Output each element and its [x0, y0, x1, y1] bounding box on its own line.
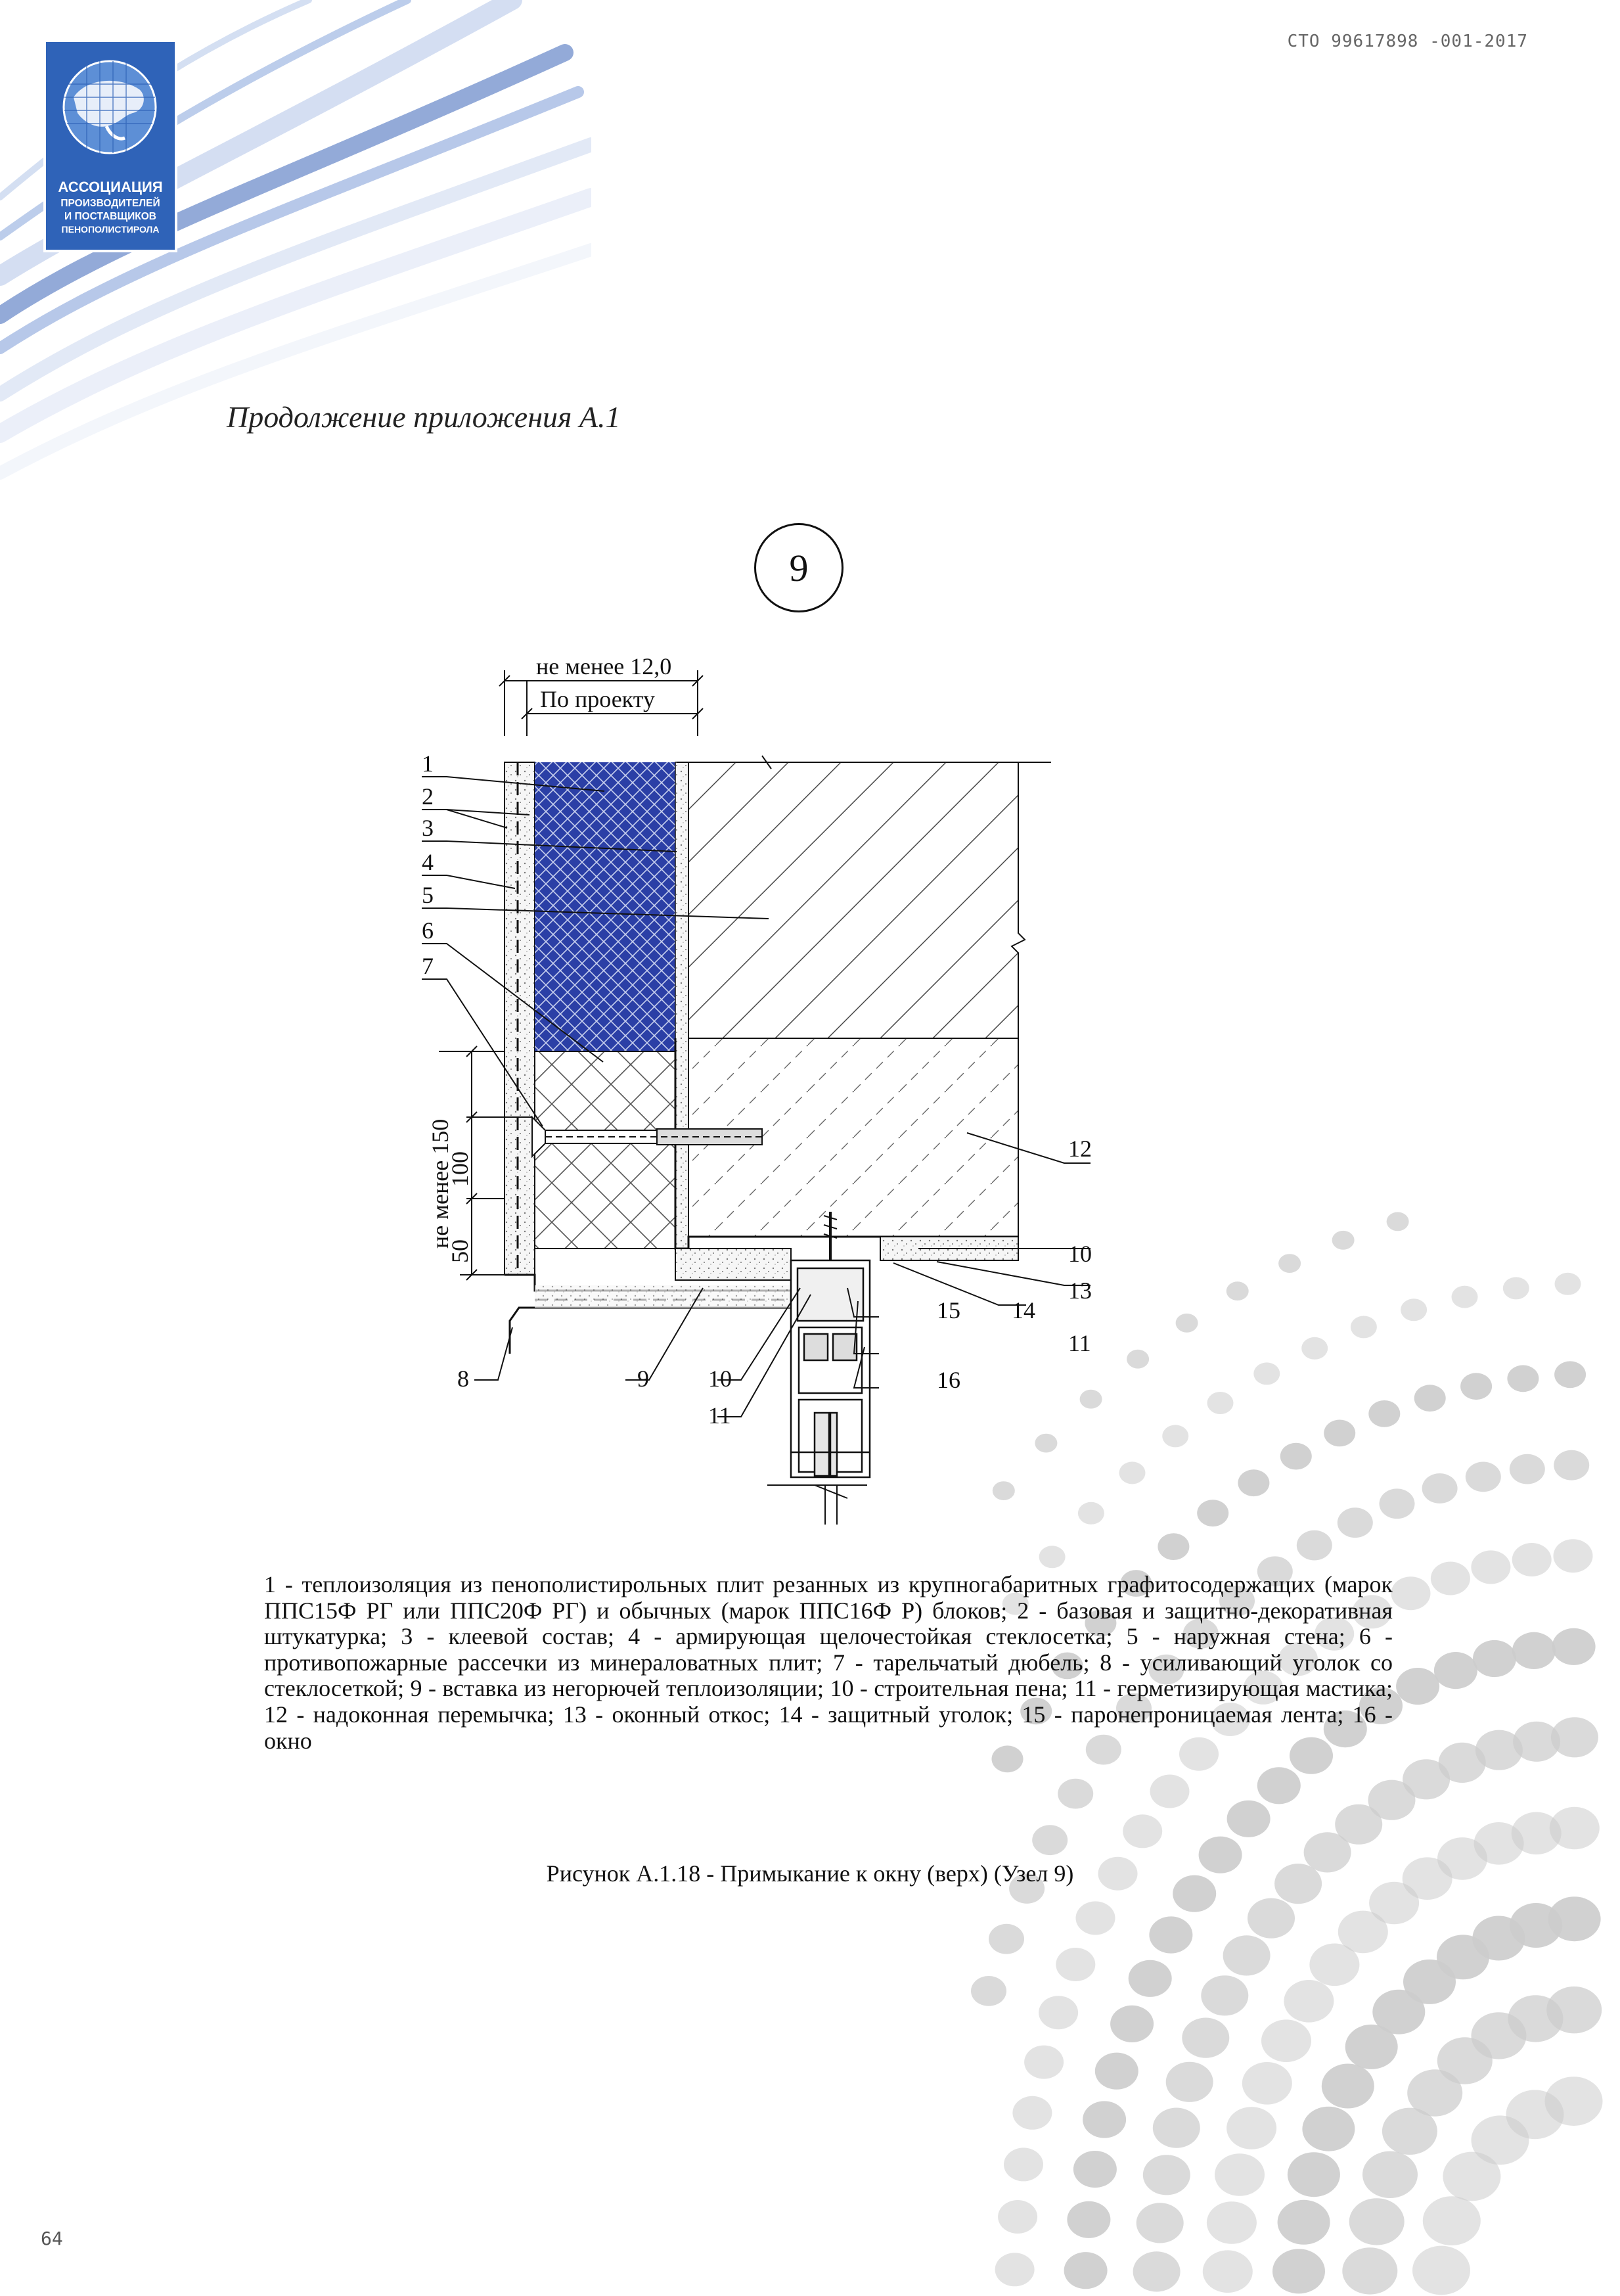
globe-icon [60, 58, 159, 156]
decorative-dot [1123, 1814, 1162, 1848]
logo-text-line4: ПЕНОПОЛИСТИРОЛА [61, 224, 160, 235]
decorative-dot [1149, 1916, 1192, 1953]
decorative-dot [998, 2200, 1037, 2234]
callout-9: 9 [637, 1366, 649, 1392]
decorative-dot [1278, 1254, 1301, 1273]
decorative-dot [1301, 1337, 1328, 1360]
logo-text-line1: АССОЦИАЦИЯ [58, 179, 163, 195]
dim-left-total-label: не менее 150 [427, 1118, 453, 1249]
decorative-dot [1555, 1273, 1581, 1295]
callout-11-left: 11 [708, 1402, 731, 1429]
decorative-dot [1257, 1767, 1301, 1804]
decorative-dot [1342, 2247, 1397, 2294]
decorative-dot [1024, 2046, 1064, 2079]
callout-10-right: 10 [1068, 1241, 1092, 1267]
decorative-dot [1387, 1212, 1409, 1231]
decorative-dot [1414, 1385, 1446, 1412]
logo-text-line3: И ПОСТАВЩИКОВ [64, 211, 156, 222]
decorative-dot [1127, 1350, 1149, 1369]
callout-13: 13 [1068, 1277, 1092, 1304]
decorative-dot [1153, 2108, 1200, 2148]
decorative-dot [995, 2253, 1035, 2286]
decorative-dot [1056, 1948, 1095, 1981]
decorative-dot [1129, 1960, 1172, 1997]
decorative-dot [971, 1976, 1006, 2006]
callout-4: 4 [422, 849, 434, 875]
decorative-dot [1391, 1576, 1431, 1610]
decorative-dot [1280, 1443, 1312, 1470]
callout-11-right: 11 [1068, 1330, 1091, 1356]
decorative-dot [1095, 2053, 1138, 2090]
decorative-dot [1422, 1473, 1458, 1504]
decorative-dot [1215, 2153, 1265, 2196]
decorative-dot [1554, 1450, 1589, 1481]
decorative-dot [1203, 2250, 1253, 2293]
decorative-dot [1548, 1896, 1601, 1941]
decorative-dot [1338, 1507, 1373, 1538]
decorative-dot [1242, 2062, 1292, 2105]
decorative-dot [1223, 1935, 1271, 1975]
decorative-dot [1284, 1980, 1334, 2023]
callout-6: 6 [422, 917, 434, 944]
decorative-dot [1368, 1400, 1400, 1427]
logo-text-line2: ПРОИЗВОДИТЕЛЕЙ [60, 198, 160, 209]
decorative-dot [1197, 1500, 1228, 1527]
decorative-dot [1272, 2249, 1325, 2293]
decorative-dot [1076, 1901, 1115, 1935]
decorative-dot [1362, 2151, 1418, 2198]
decorative-dot [1452, 1286, 1478, 1308]
callout-14: 14 [1012, 1297, 1035, 1323]
node-number: 9 [789, 546, 809, 589]
decorative-dot [1133, 2251, 1181, 2291]
figure-legend: 1 - теплоизоляция из пенополистирольных плит резанных из крупногабаритных графитосодержащих (марок ППС15Ф РГ или ППС20Ф РГ) и обычных (марок ППС16Ф Р) блоков; 2 - базовая и защитно-декоративная штукатурка; 3 - клеевой состав; 4 - армирующая щелочестойкая стеклосетка; 5 - наружная стена; 6 - противопожарные рассечки из минераловатных плит; 7 - тарельчатый дюбель; 8 - усиливающий уголок со стеклосеткой; 9 - вставка из негорючей теплоизоляции; 10 - строительная пена; 11 - герметизирующая мастика; 12 - надоконная перемычка; 13 - оконный откос; 14 - защитный уголок; 15 - паронепроницаемая лента; 16 - окно [264, 1571, 1393, 1754]
decorative-dot [1503, 1277, 1529, 1299]
decorative-dot [1434, 1652, 1477, 1689]
decorative-dot [1083, 2101, 1126, 2138]
decorative-dot [1150, 1775, 1190, 1808]
decorative-dot [1261, 2019, 1311, 2062]
decorative-dot [1552, 1628, 1596, 1665]
dim-top-outer-label: не менее 12,0 [536, 653, 672, 679]
decorative-dot [1554, 1539, 1593, 1573]
dim-left-100-label: 100 [447, 1151, 473, 1187]
decorative-dot [1297, 1530, 1332, 1561]
decorative-dot [1207, 1392, 1234, 1414]
decorative-dot [1401, 1298, 1427, 1321]
decorative-dot [1253, 1362, 1280, 1385]
decorative-dot [1176, 1314, 1198, 1333]
decorative-dot [1302, 2107, 1355, 2151]
decorative-dot [1067, 2201, 1110, 2238]
callout-3: 3 [422, 815, 434, 841]
window-junction-drawing [394, 631, 1130, 1525]
decorative-dot [1012, 2096, 1052, 2130]
decorative-dot [1551, 1717, 1598, 1757]
appendix-subtitle: Продолжение приложения А.1 [227, 400, 621, 434]
page-number: 64 [41, 2228, 63, 2249]
decorative-dot [1226, 1281, 1249, 1300]
decorative-dot [1073, 2151, 1117, 2188]
decorative-dot [1412, 2246, 1470, 2295]
decorative-dot [1546, 1986, 1602, 2033]
decorative-dot [1201, 1975, 1248, 2015]
decorative-dot [1396, 1668, 1439, 1705]
decorative-dot [1550, 1807, 1600, 1850]
decorative-dot [1143, 2155, 1190, 2195]
decorative-dot [1351, 1316, 1377, 1338]
figure-caption: Рисунок А.1.18 - Примыкание к окну (верх) (Узел 9) [546, 1860, 1074, 1887]
decorative-dot [1110, 2006, 1154, 2042]
dim-top-inner-label: По проекту [540, 686, 655, 712]
decorative-dot [1248, 1898, 1295, 1939]
decorative-dot [1136, 2203, 1184, 2243]
decorative-dot [1380, 1488, 1415, 1519]
decorative-dot [1158, 1533, 1189, 1560]
decorative-dot [1473, 1640, 1516, 1677]
callout-1: 1 [422, 750, 434, 777]
callout-5: 5 [422, 882, 434, 908]
decorative-dot [1278, 2200, 1330, 2245]
decorative-dot [1460, 1373, 1492, 1400]
decorative-dot [1423, 2196, 1481, 2245]
decorative-dot [1322, 2064, 1374, 2109]
decorative-dot [1332, 1231, 1355, 1250]
callout-7: 7 [422, 953, 434, 979]
decorative-dot [1058, 1779, 1093, 1809]
callout-10-left: 10 [708, 1366, 732, 1392]
decorative-dot [989, 1924, 1024, 1954]
decorative-dot [1238, 1469, 1269, 1496]
callout-2: 2 [422, 783, 434, 810]
decorative-dot [1288, 2152, 1340, 2197]
decorative-dot [1064, 2252, 1108, 2289]
decorative-dot [1227, 1801, 1271, 1837]
decorative-dot [1507, 1365, 1539, 1392]
decorative-dot [1162, 1425, 1188, 1447]
decorative-dot [1512, 1632, 1556, 1669]
decorative-dot [1039, 1996, 1078, 2029]
decorative-dot [1324, 1420, 1355, 1447]
decorative-dot [1431, 1562, 1470, 1596]
decorative-dot [1471, 1550, 1510, 1584]
decorative-dot [1349, 2198, 1405, 2245]
callout-12: 12 [1068, 1136, 1092, 1162]
decorative-dot [1554, 1361, 1586, 1388]
decorative-dot [1039, 1546, 1066, 1568]
decorative-dot [1182, 2018, 1229, 2058]
callout-16: 16 [937, 1367, 960, 1393]
decorative-dot [1510, 1454, 1545, 1484]
decorative-dot [1226, 2107, 1276, 2149]
dim-left-50-label: 50 [447, 1239, 473, 1263]
decorative-dot [1512, 1543, 1552, 1576]
document-code: СТО 99617898 -001-2017 [1287, 32, 1528, 51]
association-logo [46, 42, 175, 250]
decorative-dot [1207, 2201, 1257, 2244]
decorative-dot [1032, 1825, 1068, 1855]
decorative-dot [1166, 2062, 1213, 2102]
node-number-circle [754, 523, 844, 612]
decorative-dot [1466, 1462, 1501, 1492]
callout-8: 8 [457, 1366, 469, 1392]
callout-15: 15 [937, 1297, 960, 1323]
decorative-dot [1004, 2147, 1043, 2181]
decorative-dot [1545, 2077, 1603, 2126]
